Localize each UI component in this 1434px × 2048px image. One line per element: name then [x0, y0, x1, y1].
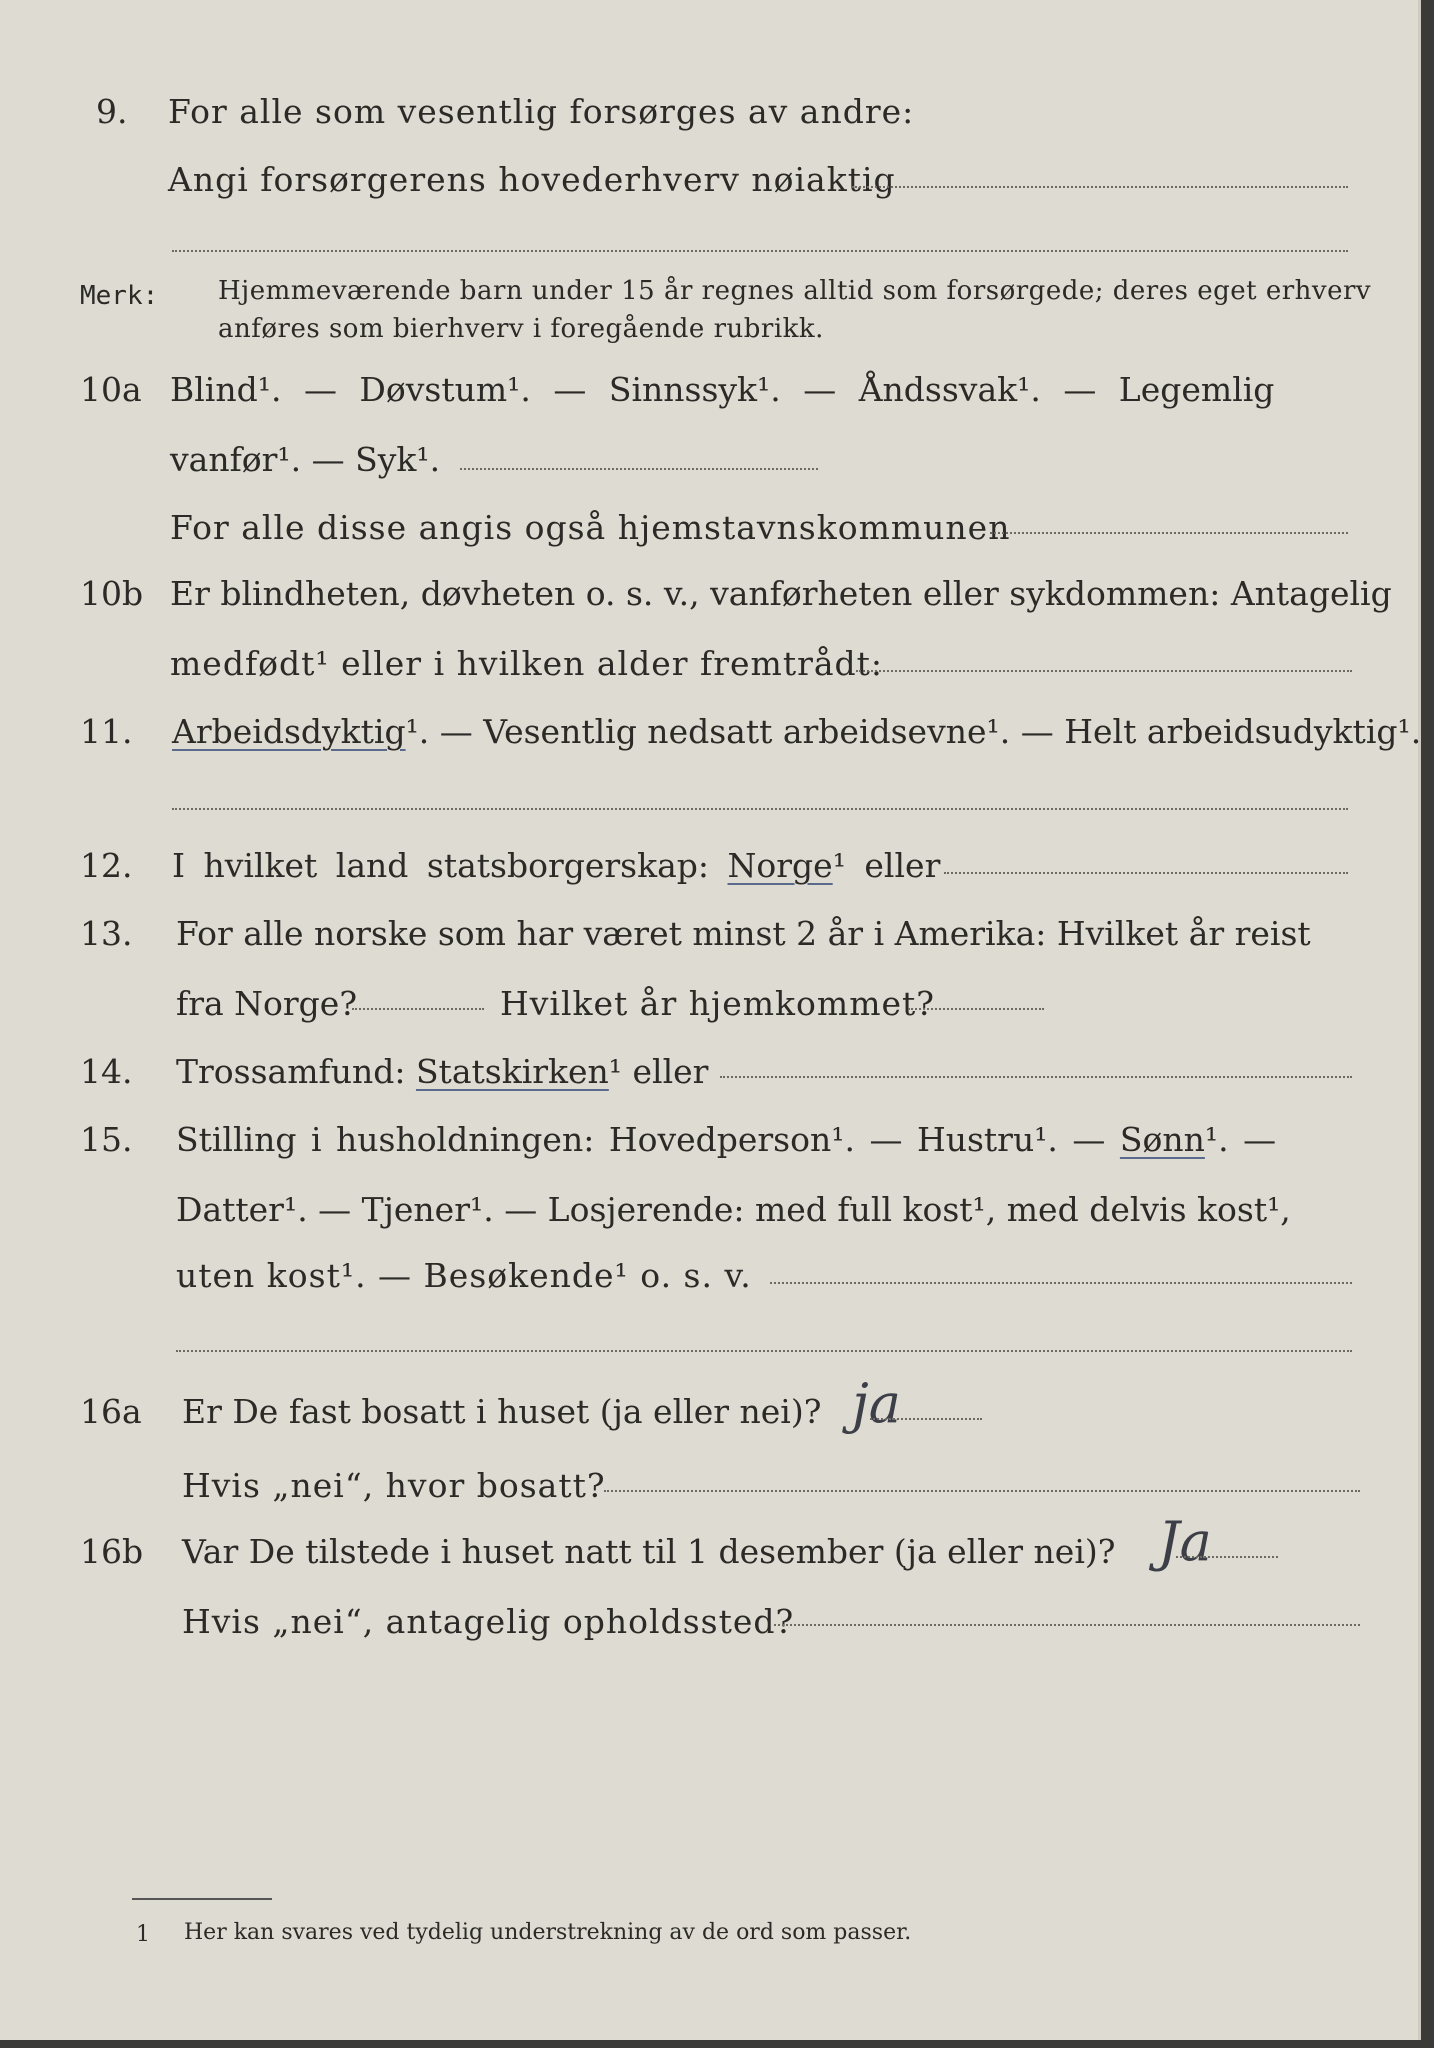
q13-line2a: fra Norge? — [176, 984, 358, 1023]
footnote-mark: 1 — [136, 1922, 150, 1947]
q13-number: 13. — [80, 914, 133, 953]
q11-line — [172, 712, 1421, 752]
q12-number: 12. — [80, 846, 133, 885]
q11-rest: ¹. — Vesentlig nedsatt arbeidsevne¹. — Helt arbeidsudyktig¹. — [405, 712, 1422, 751]
q10b-line2: medfødt¹ eller i hvilken alder fremtrådt: — [170, 644, 884, 683]
q16a-residence-line[interactable] — [604, 1490, 1360, 1492]
q16b-answer-line[interactable] — [1176, 1556, 1278, 1558]
q11-number: 11. — [80, 712, 133, 751]
q10a-line3: For alle disse angis også hjemstavnskommunen — [170, 508, 1011, 547]
q10a-line1: Blind¹. — Døvstum¹. — Sinnssyk¹. — Åndssvak¹. — Legemlig — [170, 370, 1275, 409]
q15-answer-line[interactable] — [770, 1282, 1352, 1284]
merk-label: Merk: — [80, 281, 159, 311]
q15-line1a: Stilling i husholdningen: Hovedperson¹. — Hustru¹. — — [176, 1120, 1106, 1159]
q11-answer-line[interactable] — [172, 808, 1348, 810]
q9-line1: For alle som vesentlig forsørges av andre: — [168, 92, 915, 131]
q10b-answer-line[interactable] — [856, 670, 1352, 672]
q13-line2b: Hvilket år hjemkommet? — [500, 984, 935, 1023]
q14-line — [176, 1052, 708, 1092]
q16a-line1: Er De fast bosatt i huset (ja eller nei)? — [182, 1392, 822, 1431]
q15-line1b: ¹. — — [1204, 1120, 1277, 1159]
merk-line2: anføres som bierhverv i foregående rubrikk. — [218, 314, 824, 344]
q14-before: Trossamfund: — [176, 1052, 406, 1091]
q10a-answer-line[interactable] — [460, 468, 818, 470]
q10b-number: 10b — [80, 574, 144, 613]
q15-number: 15. — [80, 1120, 133, 1159]
q11-selected-option[interactable]: Arbeidsdyktig — [172, 712, 406, 751]
footnote-text: Her kan svares ved tydelig understrekning av de ord som passer. — [184, 1920, 912, 1945]
q14-answer-line[interactable] — [720, 1076, 1352, 1078]
q16b-line1: Var De tilstede i huset natt til 1 desember (ja eller nei)? — [182, 1532, 1116, 1571]
q14-selected-option[interactable]: Statskirken — [415, 1052, 609, 1091]
q16a-answer-line[interactable] — [870, 1418, 982, 1420]
q12-line — [172, 846, 940, 886]
q16a-number: 16a — [80, 1392, 142, 1431]
merk-line1: Hjemmeværende barn under 15 år regnes alltid som forsørgede; deres eget erhverv — [218, 276, 1372, 306]
q10a-answer-line-2[interactable] — [990, 532, 1348, 534]
q9-number: 9. — [96, 92, 128, 131]
q9-line2: Angi forsørgerens hovederhverv nøiaktig — [168, 160, 896, 199]
q15-line2: Datter¹. — Tjener¹. — Losjerende: med full kost¹, med delvis kost¹, — [176, 1190, 1291, 1229]
q10a-number: 10a — [80, 370, 142, 409]
q16b-whereabouts-line[interactable] — [774, 1624, 1360, 1626]
q13-line1: For alle norske som har været minst 2 år i Amerika: Hvilket år reist — [176, 914, 1311, 953]
q15-line3: uten kost¹. — Besøkende¹ o. s. v. — [176, 1256, 752, 1295]
q16b-handwritten-answer[interactable]: Ja — [1158, 1510, 1212, 1573]
q15-selected-option[interactable]: Sønn — [1119, 1120, 1205, 1159]
q16a-line2: Hvis „nei“, hvor bosatt? — [182, 1466, 606, 1505]
q14-after: ¹ eller — [608, 1052, 709, 1091]
q12-after: ¹ eller — [832, 846, 941, 885]
q15-answer-line-2[interactable] — [176, 1350, 1352, 1352]
q13-year-left-line[interactable] — [352, 1008, 484, 1010]
q9-answer-line[interactable] — [852, 186, 1348, 188]
q15-line1 — [176, 1120, 1276, 1160]
q9-answer-line-2[interactable] — [172, 250, 1348, 252]
q12-answer-line[interactable] — [944, 872, 1348, 874]
q16a-handwritten-answer[interactable]: ja — [852, 1372, 901, 1435]
q12-before: I hvilket land statsborgerskap: — [172, 846, 710, 885]
q16b-number: 16b — [80, 1532, 144, 1571]
q14-number: 14. — [80, 1052, 133, 1091]
q10b-line1: Er blindheten, døvheten o. s. v., vanførheten eller sykdommen: Antagelig — [170, 574, 1392, 613]
q12-selected-option[interactable]: Norge — [727, 846, 833, 885]
q13-year-returned-line[interactable] — [908, 1008, 1044, 1010]
q10a-line2: vanfør¹. — Syk¹. — [170, 440, 441, 479]
footnote-rule — [132, 1898, 272, 1900]
q16b-line2: Hvis „nei“, antagelig opholdssted? — [182, 1602, 795, 1641]
